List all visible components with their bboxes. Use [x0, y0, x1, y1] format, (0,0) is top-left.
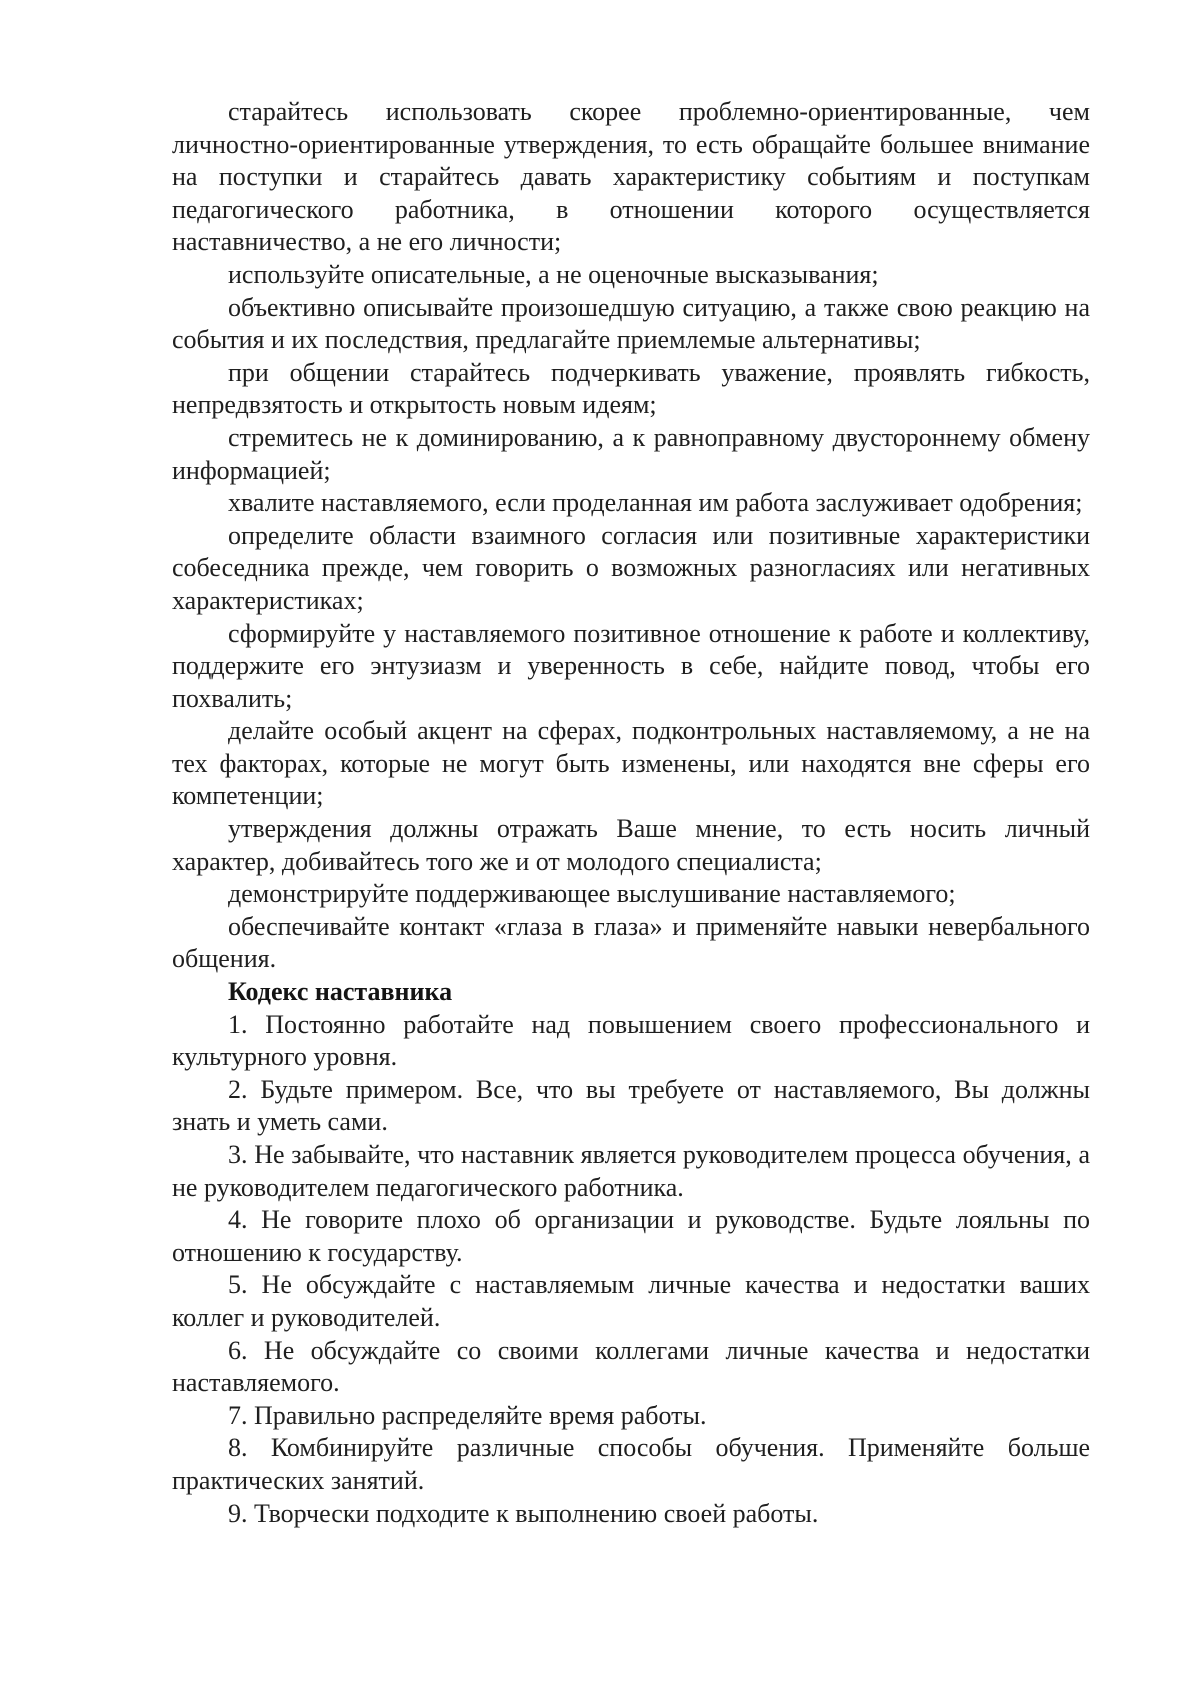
- paragraph: делайте особый акцент на сферах, подконтрольных наставляемому, а не на тех факторах, которые не могут быть изменены, или находятся вне сферы его компетенции;: [172, 716, 1090, 811]
- code-item-2: 2. Будьте примером. Все, что вы требуете от наставляемого, Вы должны знать и уметь сами.: [172, 1074, 1090, 1137]
- code-item-5: 5. Не обсуждайте с наставляемым личные качества и недостатки ваших коллег и руководителей.: [172, 1270, 1090, 1332]
- code-item-8: 8. Комбинируйте различные способы обучения. Применяйте больше практических занятий.: [172, 1433, 1090, 1495]
- paragraph: объективно описывайте произошедшую ситуацию, а также свою реакцию на события и их последствия, предлагайте приемлемые альтернативы;: [172, 292, 1090, 355]
- document-body: [172, 96, 1090, 1530]
- paragraph: утверждения должны отражать Ваше мнение, то есть носить личный характер, добивайтесь того же и от молодого специалиста;: [172, 814, 1090, 876]
- code-item-9: 9. Творчески подходите к выполнению своей работы.: [228, 1498, 819, 1528]
- paragraph: стремитесь не к доминированию, а к равноправному двустороннему обмену информацией;: [172, 422, 1090, 485]
- paragraph: хвалите наставляемого, если проделанная им работа заслуживает одобрения;: [228, 488, 1083, 518]
- code-item-1: 1. Постоянно работайте над повышением своего профессионального и культурного уровня.: [172, 1009, 1090, 1072]
- paragraph: старайтесь использовать скорее проблемно-ориентированные, чем личностно-ориентированные утверждения, то есть обращайте большее внимание на поступки и старайтесь давать характеристику событиям и поступкам педагогического работника, в отношении которого осуществляется наставничество, а не его личности;: [172, 97, 1090, 257]
- code-item-4: 4. Не говорите плохо об организации и руководстве. Будьте лояльны по отношению к государству.: [172, 1205, 1090, 1267]
- paragraph: используйте описательные, а не оценочные высказывания;: [228, 259, 879, 289]
- code-item-7: 7. Правильно распределяйте время работы.: [228, 1400, 707, 1430]
- code-item-3: 3. Не забывайте, что наставник является руководителем процесса обучения, а не руководителем педагогического работника.: [172, 1140, 1090, 1202]
- paragraph: обеспечивайте контакт «глаза в глаза» и применяйте навыки невербального общения.: [172, 911, 1090, 974]
- code-item-6: 6. Не обсуждайте со своими коллегами личные качества и недостатки наставляемого.: [172, 1335, 1090, 1398]
- paragraph: сформируйте у наставляемого позитивное отношение к работе и коллективу, поддержите его энтузиазм и уверенность в себе, найдите повод, чтобы его похвалить;: [172, 618, 1090, 713]
- paragraph: определите области взаимного согласия или позитивные характеристики собеседника прежде, чем говорить о возможных разногласиях или негативных характеристиках;: [172, 520, 1090, 615]
- section-heading: Кодекс наставника: [228, 977, 453, 1007]
- paragraph: при общении старайтесь подчеркивать уважение, проявлять гибкость, непредвзятость и открытость новым идеям;: [172, 357, 1090, 420]
- paragraph: демонстрируйте поддерживающее выслушивание наставляемого;: [228, 879, 956, 909]
